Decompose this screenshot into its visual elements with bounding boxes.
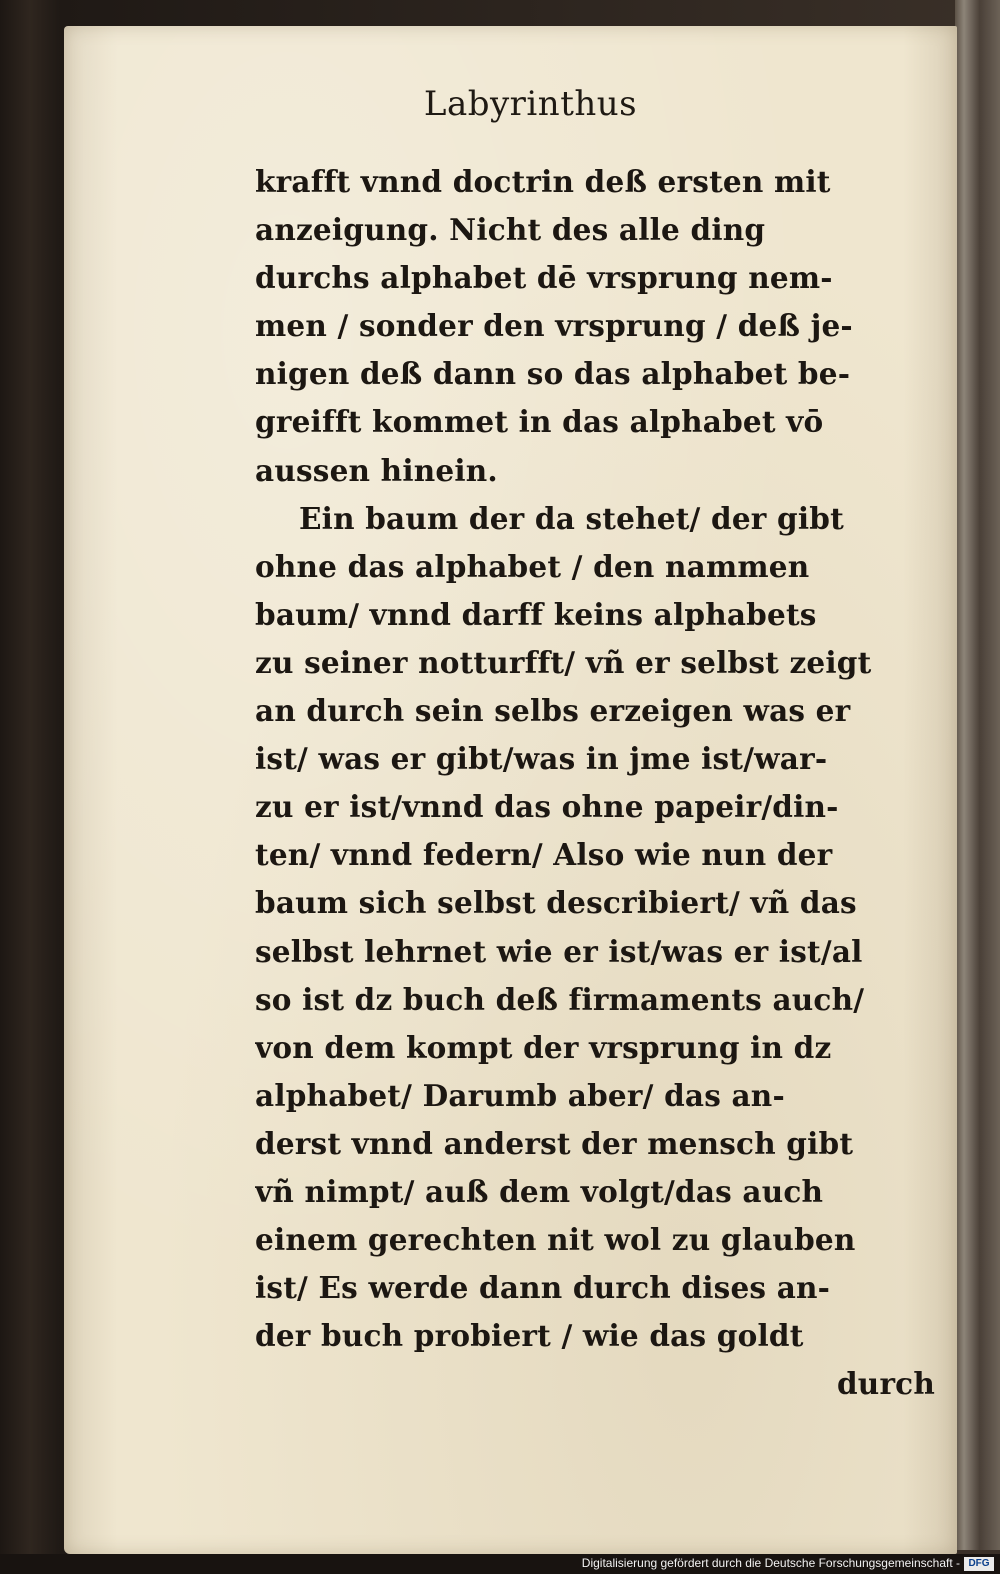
- funding-credit: Digitalisierung gefördert durch die Deutsche Forschungsgemeinschaft -: [581, 1556, 960, 1570]
- text-line: einem gerechten nit wol zu glauben: [255, 1222, 856, 1258]
- text-line: ohne das alphabet / den nammen: [255, 548, 810, 584]
- text-line: so ist dz buch deß firmaments auch/: [255, 981, 865, 1017]
- text-line: greifft kommet in das alphabet vō: [255, 404, 824, 440]
- text-line: selbst lehrnet wie er ist/was er ist/al: [255, 933, 863, 969]
- text-line: anzeigung. Nicht des alle ding: [255, 212, 766, 248]
- text-line: baum sich selbst describiert/ vñ das: [255, 885, 857, 921]
- footer-bar: [0, 1554, 1000, 1574]
- text-line: zu er ist/vnnd das ohne papeir/din-: [255, 789, 839, 825]
- running-head: Labyrinthus: [423, 84, 638, 124]
- text-line: derst vnnd anderst der mensch gibt: [255, 1125, 854, 1161]
- text-line: zu seiner notturfft/ vñ er selbst zeigt: [255, 644, 872, 680]
- text-line: der buch probiert / wie das goldt: [255, 1318, 804, 1354]
- text-line: alphabet/ Darumb aber/ das an-: [255, 1077, 785, 1113]
- book-edge: [955, 0, 1000, 1550]
- book-page: [64, 26, 957, 1554]
- text-line: vñ nimpt/ auß dem volgt/das auch: [255, 1173, 824, 1209]
- text-line: men / sonder den vrsprung / deß je-: [255, 308, 853, 344]
- text-line: baum/ vnnd darff keins alphabets: [255, 596, 817, 632]
- body-text: [255, 158, 935, 1408]
- text-line: von dem kompt der vrsprung in dz: [255, 1029, 832, 1065]
- text-line: durchs alphabet dē vrsprung nem-: [255, 260, 833, 296]
- text-line: ist/ Es werde dann durch dises an-: [255, 1270, 831, 1306]
- catchword: durch: [836, 1366, 935, 1402]
- text-line: aussen hinein.: [255, 452, 498, 488]
- text-line: an durch sein selbs erzeigen was er: [255, 693, 851, 729]
- text-line: ten/ vnnd federn/ Also wie nun der: [255, 837, 833, 873]
- text-line: nigen deß dann so das alphabet be-: [255, 356, 851, 392]
- dfg-logo: DFG: [964, 1557, 994, 1571]
- paragraph-start-line: Ein baum der da stehet/ der gibt: [299, 500, 844, 536]
- text-line: ist/ was er gibt/was in jme ist/war-: [255, 741, 828, 777]
- text-line: krafft vnnd doctrin deß ersten mit: [255, 164, 831, 199]
